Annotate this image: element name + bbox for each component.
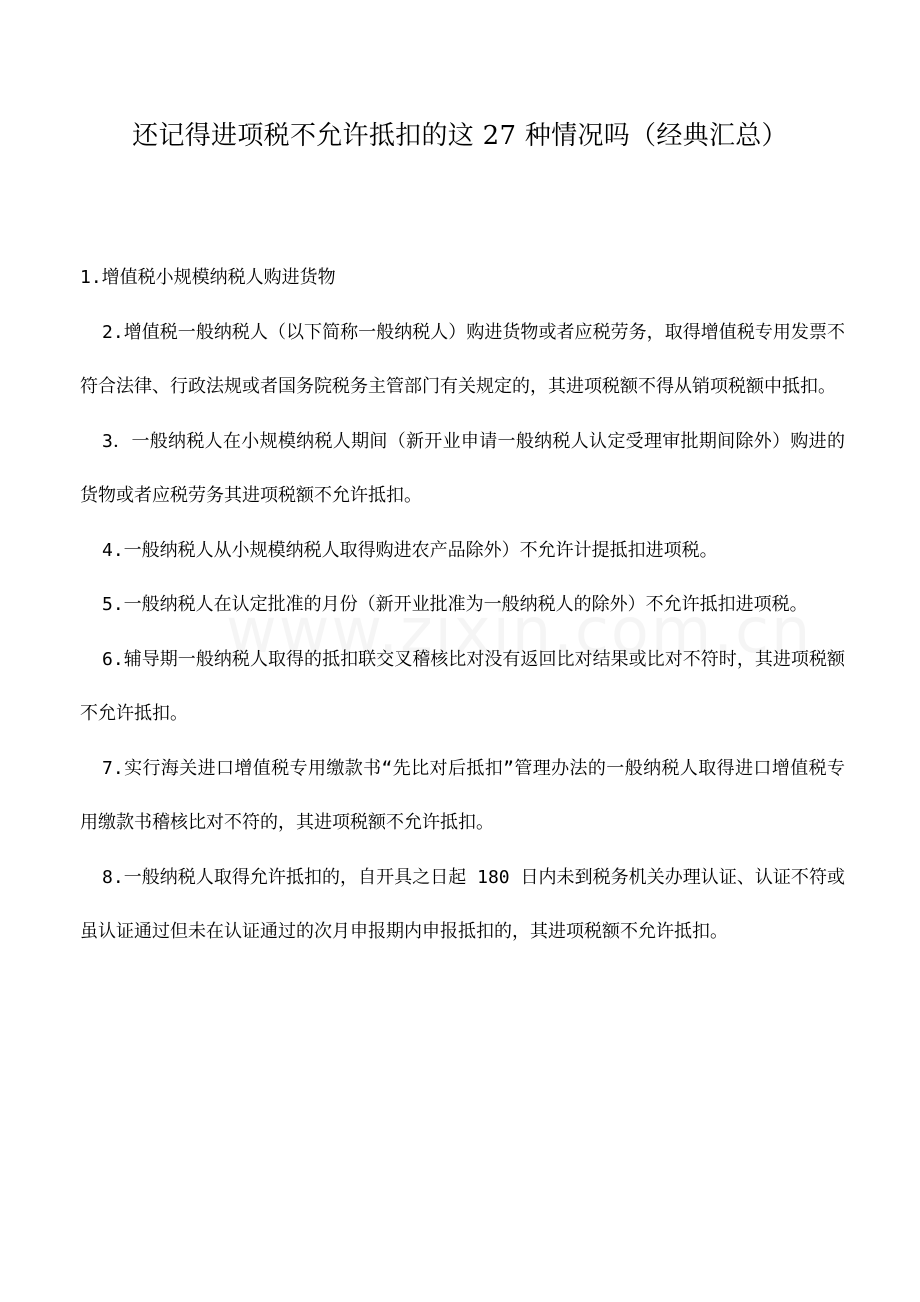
- list-item-6: 6.辅导期一般纳税人取得的抵扣联交叉稽核比对没有返回比对结果或比对不符时，其进项税额不允许抵扣。: [80, 648, 845, 724]
- list-item-5: 5.一般纳税人在认定批准的月份（新开业批准为一般纳税人的除外）不允许抵扣进项税。: [102, 594, 808, 615]
- list-item-4: 4.一般纳税人从小规模纳税人取得购进农产品除外）不允许计提抵扣进项税。: [102, 539, 718, 561]
- list-item-1: 1.增值税小规模纳税人购进货物: [80, 267, 336, 288]
- list-item-3: 3．一般纳税人在小规模纳税人期间（新开业申请一般纳税人认定受理审批期间除外）购进的货物或者应税劳务其进项税额不允许抵扣。: [80, 430, 845, 506]
- list-item-7: 7.实行海关进口增值税专用缴款书“先比对后抵扣”管理办法的一般纳税人取得进口增值税专用缴款书稽核比对不符的，其进项税额不允许抵扣。: [80, 757, 845, 833]
- document-title: 还记得进项税不允许抵扣的这 27 种情况吗（经典汇总）: [132, 121, 788, 151]
- list-item-2: 2.增值税一般纳税人（以下简称一般纳税人）购进货物或者应税劳务，取得增值税专用发票不符合法律、行政法规或者国务院税务主管部门有关规定的，其进项税额不得从销项税额中抵扣。: [80, 321, 845, 397]
- list-item-8: 8.一般纳税人取得允许抵扣的，自开具之日起 180 日内未到税务机关办理认证、认证不符或虽认证通过但未在认证通过的次月申报期内申报抵扣的，其进项税额不允许抵扣。: [80, 866, 845, 942]
- document-body: [80, 251, 845, 960]
